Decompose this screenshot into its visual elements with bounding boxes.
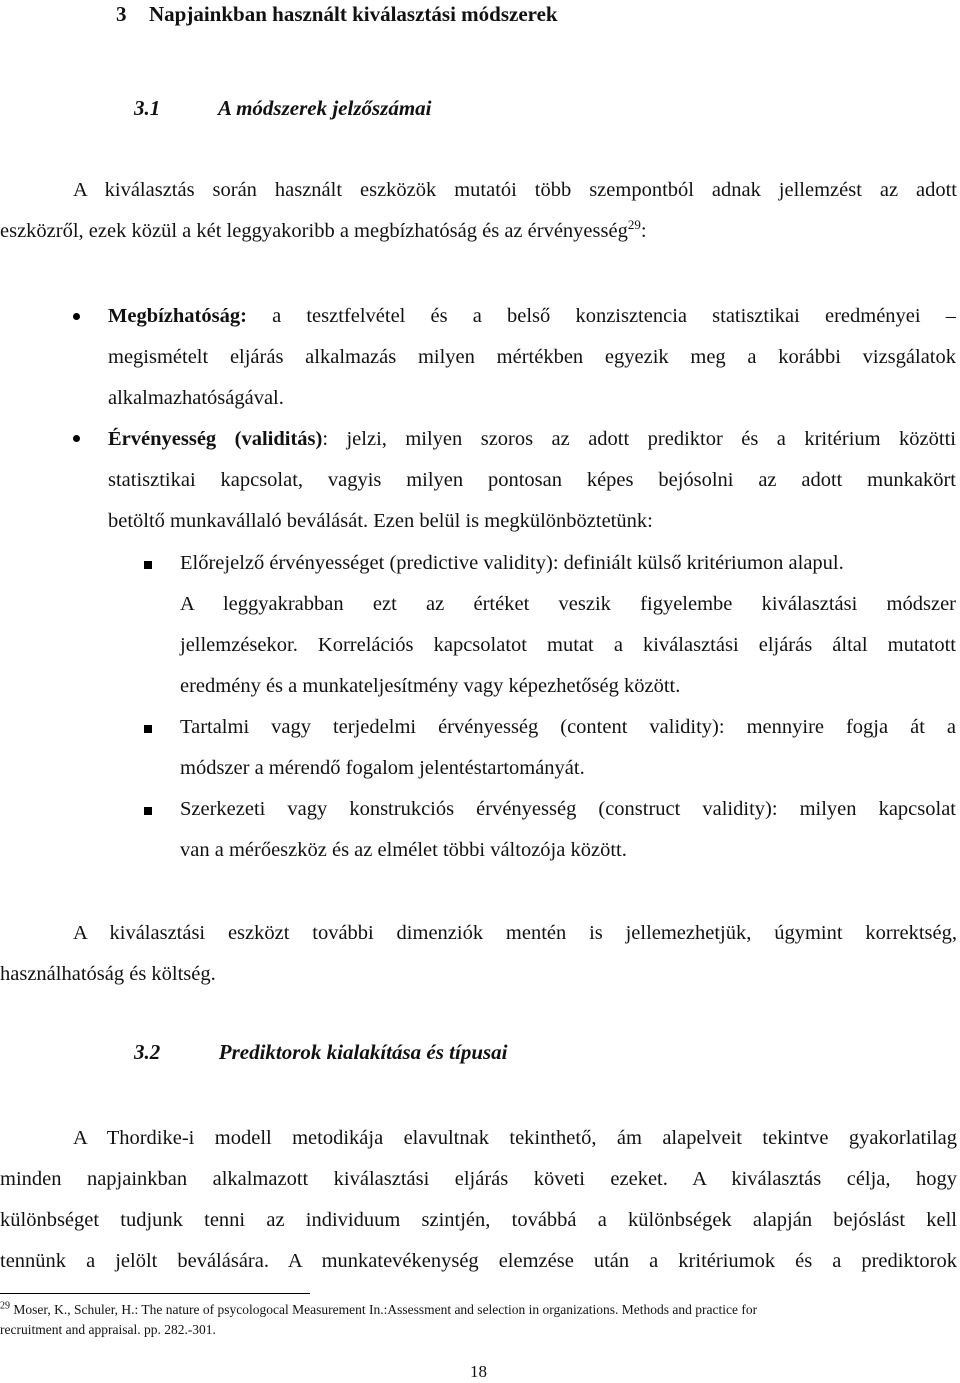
para3-line-4: tennünk a jelölt beválására. A munkatevékenység elemzése után a kritériumok és a prediktorok (0, 1250, 957, 1272)
para3-line-2: minden napjainkban alkalmazott kiválasztási eljárás követi ezeket. A kiválasztás célja, hogy (0, 1168, 957, 1190)
bullet-dot-icon (73, 313, 80, 320)
bullet-2-line-1-rest: : jelzi, milyen szoros az adott prediktor és a kritérium közötti (322, 428, 956, 450)
footnote-mark: 29 (0, 1300, 10, 1312)
intro-line-2-text: eszközről, ezek közül a két leggyakoribb a megbízhatóság és az érvényesség (0, 220, 628, 242)
square-bullet-icon (144, 561, 152, 569)
footnote-divider (0, 1293, 310, 1294)
section-title: A módszerek jelzőszámai (217, 96, 432, 120)
bullet-1-line-2: megismételt eljárás alkalmazás milyen mértékben egyezik meg a korábbi vizsgálatok (108, 346, 956, 368)
subbullet-2-line-2: módszer a mérendő fogalom jelentéstartományát. (180, 757, 585, 779)
para3-line-1: A Thordike-i modell metodikája elavultnak tekinthető, ám alapelveit tekintve gyakorlatilag (73, 1127, 957, 1149)
footnote-text-1: Moser, K., Schuler, H.: The nature of psycologocal Measurement In.:Assessment and selection in organizations. Methods and practice for (10, 1302, 758, 1317)
subbullet-2-line-1: Tartalmi vagy terjedelmi érvényesség (content validity): mennyire fogja át a (180, 716, 956, 738)
subbullet-3-line-1: Szerkezeti vagy konstrukciós érvényesség (construct validity): milyen kapcsolat (180, 798, 956, 820)
subbullet-1-line-1: Előrejelző érvényességet (predictive validity): definiált külső kritériumon alapul. (180, 552, 844, 574)
bullet-2-line-2: statisztikai kapcsolat, vagyis milyen pontosan képes bejósolni az adott munkakört (108, 469, 956, 491)
bullet-1-term: Megbízhatóság: (108, 305, 247, 327)
section-heading-3-1 (134, 96, 432, 121)
footnote-line-1 (0, 1300, 757, 1320)
section-title: Prediktorok kialakítása és típusai (218, 1040, 508, 1064)
footnote-line-2: recruitment and appraisal. pp. 282.-301. (0, 1322, 216, 1337)
intro-line-1: A kiválasztás során használt eszközök mutatói több szempontból adnak jellemzést az adott (73, 179, 957, 201)
subbullet-3-line-2: van a mérőeszköz és az elmélet többi változója között. (180, 839, 627, 861)
chapter-title: Napjainkban használt kiválasztási módszerek (149, 2, 558, 26)
square-bullet-icon (144, 807, 152, 815)
section-number: 3.2 (134, 1040, 161, 1064)
bullet-2-term: Érvényesség (validitás) (108, 428, 323, 450)
bullet-2-line-3: betöltő munkavállaló beválását. Ezen belül is megkülönböztetünk: (108, 510, 653, 532)
intro-line-2-end: : (640, 220, 647, 242)
section-number: 3.1 (134, 96, 161, 120)
para2-line-1: A kiválasztási eszközt további dimenziók mentén is jellemezhetjük, úgymint korrektség, (73, 922, 957, 944)
intro-line-2 (0, 211, 647, 252)
bullet-dot-icon (73, 435, 80, 442)
chapter-heading (116, 2, 558, 27)
section-heading-3-2 (134, 1040, 508, 1065)
para3-line-3: különbséget tudjunk tenni az individuum szintjén, továbbá a különbségek alapján bejóslást kell (0, 1209, 957, 1231)
bullet-1-line-1-rest: a tesztfelvétel és a belső konzisztencia statisztikai eredményei – (246, 305, 956, 327)
footnote-ref-29: 29 (627, 217, 641, 233)
bullet-1-line-1 (108, 296, 956, 337)
subbullet-1-line-4: eredmény és a munkateljesítmény vagy képezhetőség között. (180, 675, 681, 697)
page-number: 18 (470, 1362, 487, 1381)
bullet-2-line-1 (108, 419, 956, 460)
square-bullet-icon (144, 725, 152, 733)
subbullet-1-line-3: jellemzésekor. Korrelációs kapcsolatot mutat a kiválasztási eljárás által mutatott (180, 634, 956, 656)
bullet-1-line-3: alkalmazhatóságával. (108, 387, 284, 409)
subbullet-1-line-2: A leggyakrabban ezt az értéket veszik figyelembe kiválasztási módszer (180, 593, 956, 615)
para2-line-2: használhatóság és költség. (0, 963, 216, 985)
chapter-number: 3 (116, 2, 127, 26)
